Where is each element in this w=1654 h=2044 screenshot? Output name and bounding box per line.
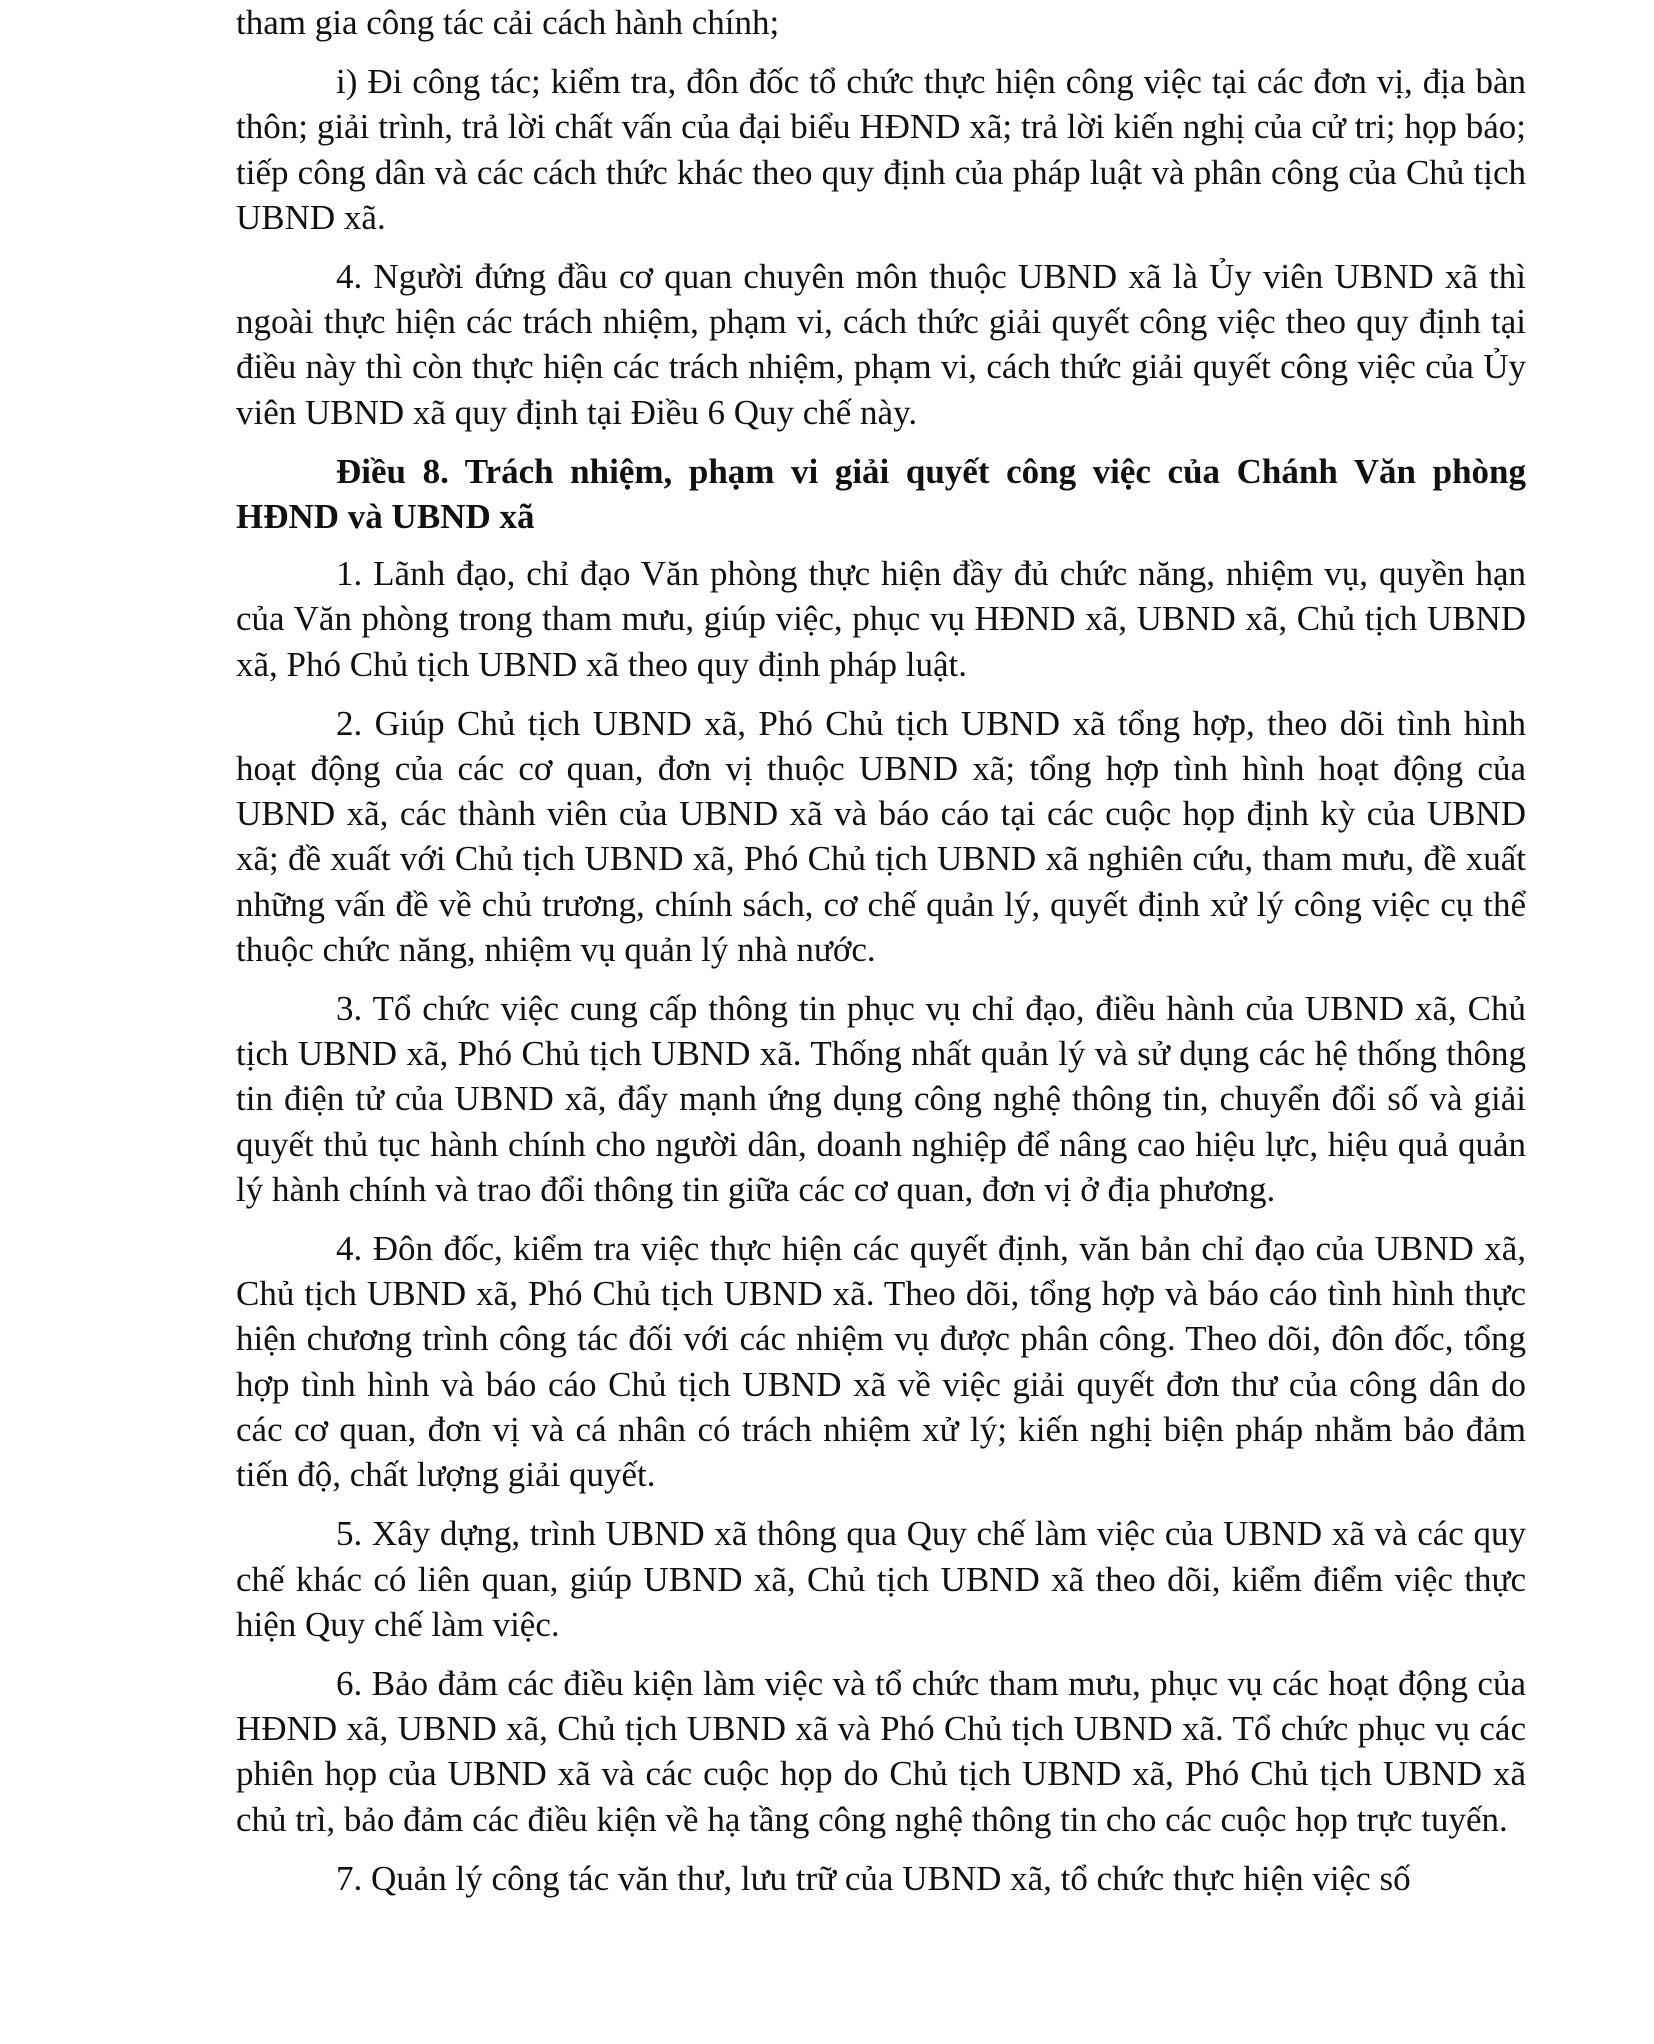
paragraph-article8-item-4: 4. Đôn đốc, kiểm tra việc thực hiện các quyết định, văn bản chỉ đạo của UBND xã, Chủ tịch UBND xã, Phó Chủ tịch UBND xã. Theo dõi, tổng hợp và báo cáo tình hình thực hiện chương trình công tác đối với các nhiệm vụ được phân công. Theo dõi, đôn đốc, tổng hợp tình hình và báo cáo Chủ tịch UBND xã về việc giải quyết đơn thư của công dân do các cơ quan, đơn vị và cá nhân có trách nhiệm xử lý; kiến nghị biện pháp nhằm bảo đảm tiến độ, chất lượng giải quyết. <box>236 1229 1526 1495</box>
paragraph-article8-item-1: 1. Lãnh đạo, chỉ đạo Văn phòng thực hiện đầy đủ chức năng, nhiệm vụ, quyền hạn của Văn phòng trong tham mưu, giúp việc, phục vụ HĐND xã, UBND xã, Chủ tịch UBND xã, Phó Chủ tịch UBND xã theo quy định pháp luật. <box>236 554 1526 684</box>
paragraph-article8-item-2: 2. Giúp Chủ tịch UBND xã, Phó Chủ tịch UBND xã tổng hợp, theo dõi tình hình hoạt động của các cơ quan, đơn vị thuộc UBND xã; tổng hợp tình hình hoạt động của UBND xã, các thành viên của UBND xã và báo cáo tại các cuộc họp định kỳ của UBND xã; đề xuất với Chủ tịch UBND xã, Phó Chủ tịch UBND xã nghiên cứu, tham mưu, đề xuất những vấn đề về chủ trương, chính sách, cơ chế quản lý, quyết định xử lý công việc cụ thể thuộc chức năng, nhiệm vụ quản lý nhà nước. <box>236 703 1526 969</box>
paragraph-item-4-head-of-agency: 4. Người đứng đầu cơ quan chuyên môn thuộc UBND xã là Ủy viên UBND xã thì ngoài thực hiện các trách nhiệm, phạm vi, cách thức giải quyết công việc theo quy định tại điều này thì còn thực hiện các trách nhiệm, phạm vi, cách thức giải quyết công việc của Ủy viên UBND xã quy định tại Điều 6 Quy chế này. <box>236 257 1526 432</box>
paragraph-article8-item-7: 7. Quản lý công tác văn thư, lưu trữ của UBND xã, tổ chức thực hiện việc số <box>336 1858 1411 1898</box>
paragraph-article8-item-3: 3. Tổ chức việc cung cấp thông tin phục vụ chỉ đạo, điều hành của UBND xã, Chủ tịch UBND xã, Phó Chủ tịch UBND xã. Thống nhất quản lý và sử dụng các hệ thống thông tin điện tử của UBND xã, đẩy mạnh ứng dụng công nghệ thông tin, chuyển đổi số và giải quyết thủ tục hành chính cho người dân, doanh nghiệp để nâng cao hiệu lực, hiệu quả quản lý hành chính và trao đổi thông tin giữa các cơ quan, đơn vị ở địa phương. <box>236 989 1526 1209</box>
article-8-heading: Điều 8. Trách nhiệm, phạm vi giải quyết công việc của Chánh Văn phòng HĐND và UBND xã <box>236 451 1526 537</box>
document-page <box>236 0 1526 1915</box>
paragraph-continuation: tham gia công tác cải cách hành chính; <box>236 3 780 42</box>
paragraph-article8-item-5: 5. Xây dựng, trình UBND xã thông qua Quy chế làm việc của UBND xã và các quy chế khác có liên quan, giúp UBND xã, Chủ tịch UBND xã theo dõi, kiểm điểm việc thực hiện Quy chế làm việc. <box>236 1514 1526 1644</box>
paragraph-item-i: i) Đi công tác; kiểm tra, đôn đốc tổ chức thực hiện công việc tại các đơn vị, địa bàn thôn; giải trình, trả lời chất vấn của đại biểu HĐND xã; trả lời kiến nghị của cử tri; họp báo; tiếp công dân và các cách thức khác theo quy định của pháp luật và phân công của Chủ tịch UBND xã. <box>236 62 1526 237</box>
paragraph-article8-item-6: 6. Bảo đảm các điều kiện làm việc và tổ chức tham mưu, phục vụ các hoạt động của HĐND xã, UBND xã, Chủ tịch UBND xã và Phó Chủ tịch UBND xã. Tổ chức phục vụ các phiên họp của UBND xã và các cuộc họp do Chủ tịch UBND xã, Phó Chủ tịch UBND xã chủ trì, bảo đảm các điều kiện về hạ tầng công nghệ thông tin cho các cuộc họp trực tuyến. <box>236 1663 1526 1839</box>
